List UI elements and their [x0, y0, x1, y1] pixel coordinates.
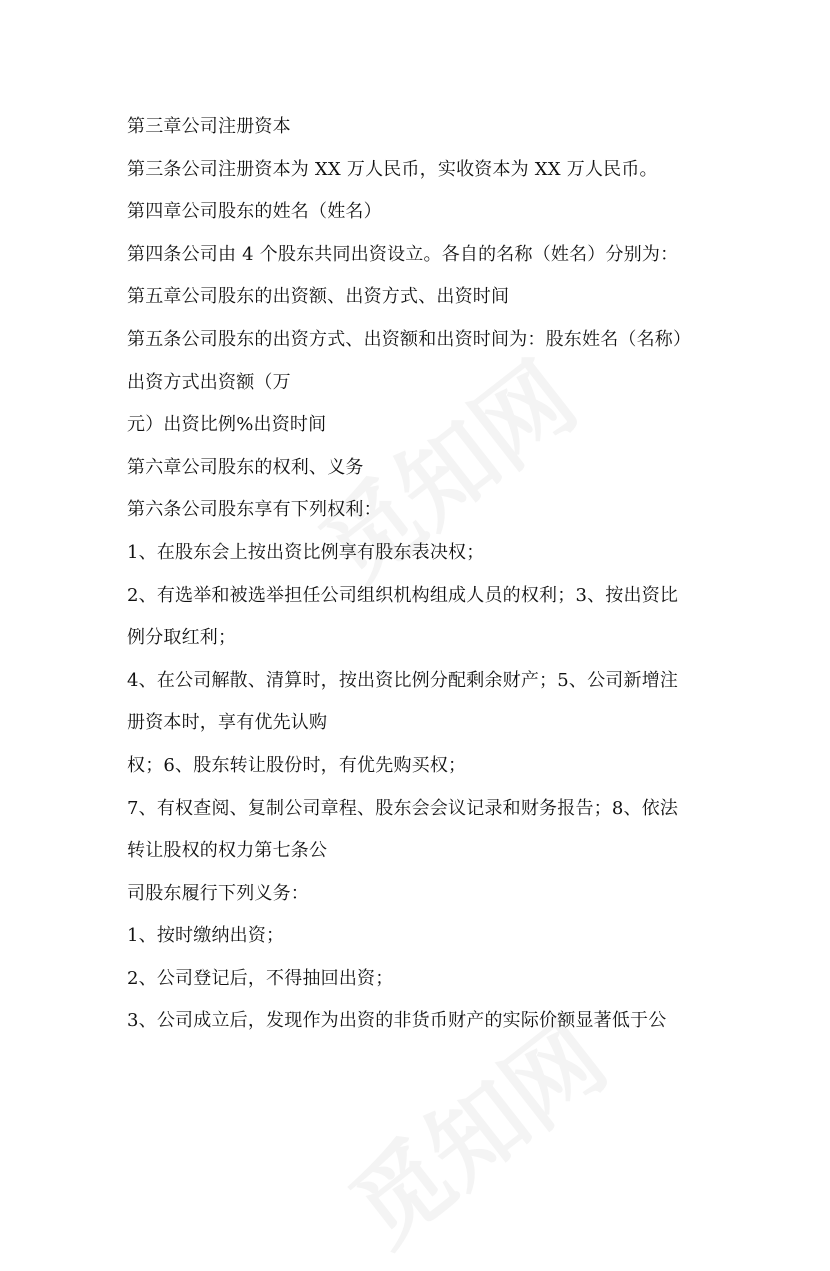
document-body	[127, 106, 717, 1043]
article-text: 第三条公司注册资本为 XX 万人民币，实收资本为 XX 万人民币。	[127, 158, 658, 180]
chapter-heading: 第六章公司股东的权利、义务	[127, 456, 364, 478]
article-text: 第四条公司由 4 个股东共同出资设立。各自的名称（姓名）分别为：	[127, 243, 679, 265]
list-item: 4、在公司解散、清算时，按出资比例分配剩余财产；5、公司新增注	[127, 669, 679, 691]
list-item: 3、公司成立后，发现作为出资的非货币财产的实际价额显著低于公	[127, 1010, 667, 1032]
article-text: 第六条公司股东享有下列权利：	[127, 499, 382, 521]
article-text: 第五条公司股东的出资方式、出资额和出资时间为：股东姓名（名称）	[127, 328, 692, 350]
article-text: 元）出资比例%出资时间	[127, 414, 327, 436]
list-item: 1、在股东会上按出资比例享有股东表决权；	[127, 541, 485, 563]
list-item: 例分取红利；	[127, 627, 237, 649]
list-item: 权；6、股东转让股份时，有优先购买权；	[127, 754, 467, 776]
chapter-heading: 第四章公司股东的姓名（姓名）	[127, 201, 382, 223]
list-item: 2、有选举和被选举担任公司组织机构组成人员的权利；3、按出资比	[127, 584, 679, 606]
list-item: 2、公司登记后，不得抽回出资；	[127, 967, 394, 989]
chapter-heading: 第五章公司股东的出资额、出资方式、出资时间	[127, 286, 510, 308]
list-item: 1、按时缴纳出资；	[127, 925, 285, 947]
article-text: 司股东履行下列义务：	[127, 882, 309, 904]
article-text: 出资方式出资额（万	[127, 371, 291, 393]
list-item: 转让股权的权力第七条公	[127, 840, 328, 862]
list-item: 册资本时，享有优先认购	[127, 712, 328, 734]
chapter-heading: 第三章公司注册资本	[127, 116, 291, 137]
list-item: 7、有权查阅、复制公司章程、股东会会议记录和财务报告；8、依法	[127, 797, 679, 819]
